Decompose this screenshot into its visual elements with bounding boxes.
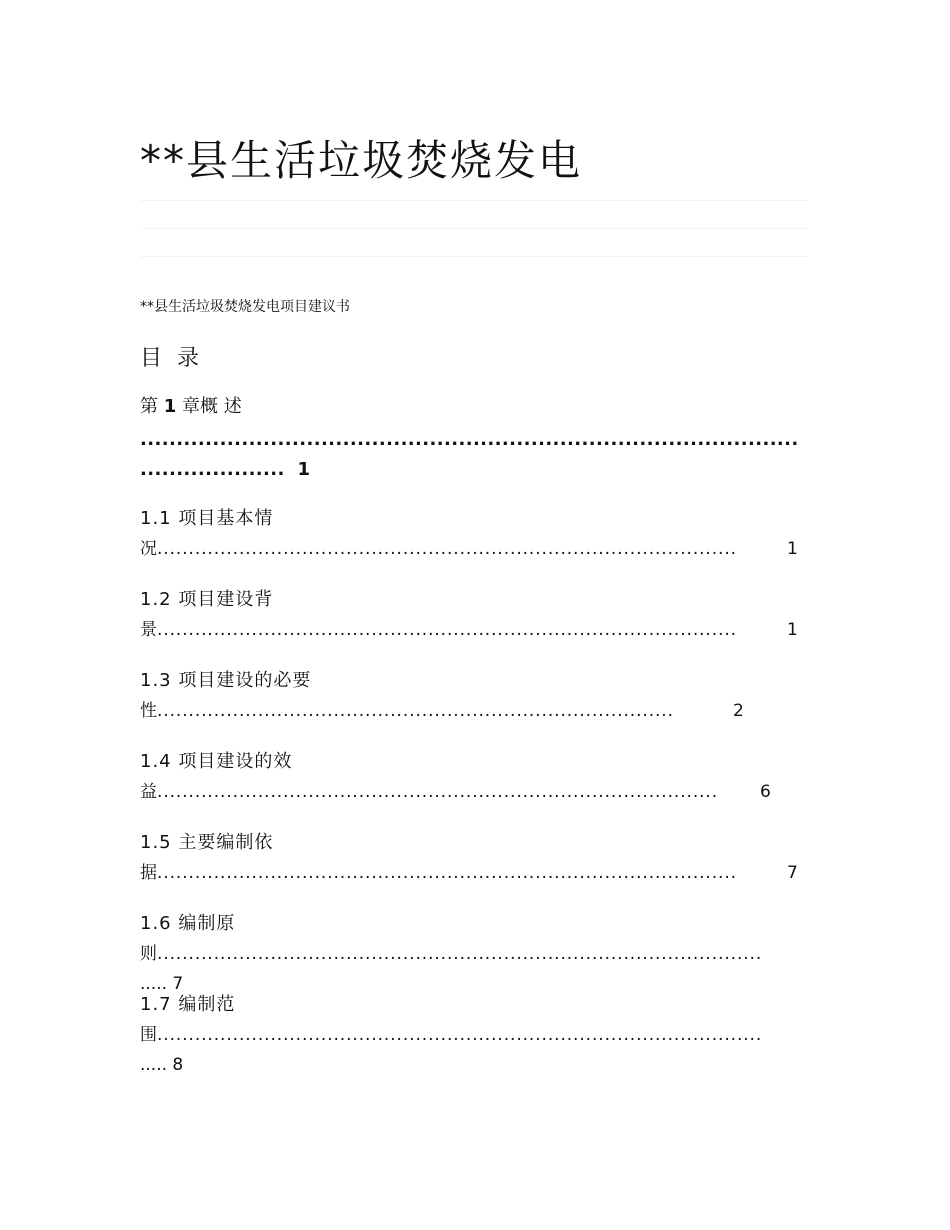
toc-entry-page-number: 6 <box>760 782 771 802</box>
document-subtitle: **县生活垃圾焚烧发电项目建议书 <box>140 299 350 315</box>
toc-entry-leader-dots: ............................................................................................ <box>157 620 737 640</box>
toc-entry-title[interactable] <box>140 912 235 936</box>
toc-entry-leader-row[interactable] <box>140 942 821 966</box>
toc-entry-page-number: 7 <box>787 863 798 883</box>
toc-entry-leader-dots: ......................................................................................... <box>157 782 719 802</box>
toc-entry-text-end: 况 <box>140 539 157 559</box>
toc-entry-leader-row[interactable] <box>140 1023 821 1047</box>
toc-entry-title[interactable] <box>140 507 273 531</box>
toc-entry-number: 1.2 <box>140 589 172 610</box>
toc-entry-leader-dots: ................................................................................................ <box>157 944 763 964</box>
toc-entry-text: 项目基本情 <box>178 508 274 529</box>
toc-entry-title[interactable] <box>140 831 273 855</box>
toc-entry-text-end: 则 <box>140 944 157 964</box>
document-title: **县生活垃圾焚烧发电 <box>140 136 583 185</box>
toc-entry-page-number: 1 <box>787 539 798 559</box>
toc-entry-leader-dots: ............................................................................................ <box>157 863 737 883</box>
toc-entry-text: 项目建设的必要 <box>178 670 312 691</box>
toc-entry-title[interactable] <box>140 993 235 1017</box>
toc-entry-page-number: 1 <box>787 620 798 640</box>
toc-entry-leader-row[interactable] <box>140 861 798 885</box>
toc-entry-number: 1.3 <box>140 670 172 691</box>
toc-entry-text: 项目建设背 <box>178 589 274 610</box>
toc-entry-text-end: 围 <box>140 1025 157 1045</box>
toc-entry-leader-tail: ..... 7 <box>140 974 184 994</box>
faint-divider <box>140 200 808 201</box>
toc-entry-leader-row[interactable] <box>140 618 798 642</box>
toc-entry-number: 1.5 <box>140 832 172 853</box>
toc-entry-text: 项目建设的效 <box>178 751 293 772</box>
toc-entry-title[interactable] <box>140 588 273 612</box>
chapter-label: 章概 述 <box>182 396 242 417</box>
toc-entry-text-end: 景 <box>140 620 157 640</box>
toc-entry-text-end: 据 <box>140 863 157 883</box>
toc-entry-number: 1.4 <box>140 751 172 772</box>
toc-entry-leader-dots: .................................................................................. <box>157 701 674 721</box>
chapter-number: 1 <box>163 396 177 417</box>
toc-entry-text-end: 性 <box>140 701 157 721</box>
toc-entry-leader-tail: ..... 8 <box>140 1055 184 1075</box>
toc-entry-number: 1.6 <box>140 913 172 934</box>
toc-entry-title[interactable] <box>140 750 292 774</box>
toc-entry-title[interactable] <box>140 669 311 693</box>
toc-chapter-leader-end <box>140 458 310 482</box>
chapter-prefix: 第 <box>140 396 158 417</box>
toc-heading: 目 录 <box>140 346 203 371</box>
faint-divider <box>140 228 808 229</box>
toc-entry-number: 1.1 <box>140 508 172 529</box>
toc-entry-leader-row[interactable] <box>140 780 771 804</box>
toc-entry-text: 主要编制依 <box>178 832 274 853</box>
chapter-page-number: 1 <box>297 459 311 480</box>
toc-entry-text-end: 益 <box>140 782 157 802</box>
toc-entry-number: 1.7 <box>140 994 172 1015</box>
toc-chapter-title[interactable] <box>140 395 242 419</box>
faint-divider <box>140 256 808 257</box>
toc-entry-leader-dots: ............................................................................................ <box>157 539 737 559</box>
toc-entry-text: 编制范 <box>178 994 236 1015</box>
toc-entry-leader-dots: ................................................................................................ <box>157 1025 763 1045</box>
toc-entry-text: 编制原 <box>178 913 236 934</box>
toc-entry-leader-row[interactable] <box>140 699 744 723</box>
chapter-leader-dots: .................... <box>140 459 285 480</box>
toc-entry-leader-row[interactable] <box>140 537 798 561</box>
toc-entry-page-number: 2 <box>733 701 744 721</box>
toc-chapter-leader: ........................................................................................... <box>140 429 799 450</box>
